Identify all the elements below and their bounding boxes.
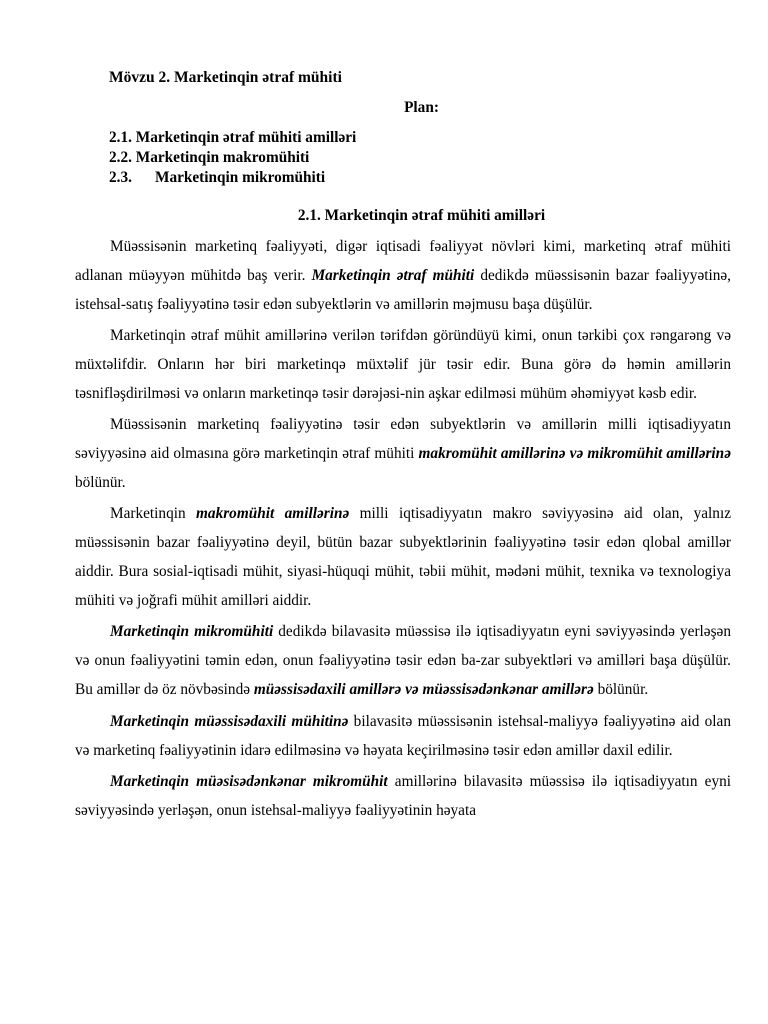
paragraph-6 — [75, 707, 731, 765]
plan-item — [109, 148, 356, 168]
text-run: milli iqtisadiyyatın makro səviyyəsinə aid olan, yalnız müəssisənin bazar fəaliyyətinə deyil, bütün bazar subyektlərinin fəaliyyətinə təsir edən qlobal amillər aiddir. Bura sosial-iqtisadi mühit, siyasi-hüquqi mühit, təbii mühit, mədəni mühit, texnika və texnologiya mühiti və joğrafi mühit amilləri aiddir. — [75, 505, 731, 609]
section-heading: 2.1. Marketinqin ətraf mühiti amilləri — [297, 207, 546, 224]
plan-item-title: Marketinqin mikromühiti — [155, 169, 326, 186]
topic-title: Mövzu 2. Marketinqin ətraf mühiti — [109, 69, 342, 86]
plan-item — [109, 128, 356, 148]
emphasis-term: Marketinqin mikromühiti — [110, 623, 274, 640]
text-run: Müəssisənin marketinq fəaliyyəti, digər iqtisadi fəaliyyət növləri kimi, marketinq ətraf mühiti adlanan müəyyən mühitdə baş verir. — [75, 238, 731, 284]
emphasis-term: Marketinqin ətraf mühiti — [311, 267, 475, 284]
emphasis-term: Marketinqin müəssisədaxili mühitinə — [110, 713, 349, 730]
text-run: Marketinqin ətraf mühit amillərinə verilən tərifdən göründüyü kimi, onun tərkibi çox rəngarəng və müxtəlifdir. Onların hər biri marketinqə müxtəlif jür təsir edir. Buna görə də həmin amillərin təsnifləşdirilməsi və onların marketinqə təsir dərəjəsi-nin aşkar edilməsi mühüm əhəmiyyət kəsb edir. — [75, 327, 731, 402]
paragraph-1 — [75, 232, 731, 319]
emphasis-term: Marketinqin müəsisədənkənar mikromühit — [110, 773, 388, 790]
plan-list — [109, 128, 356, 188]
emphasis-term: makromühit amillərinə və mikromühit amillərinə — [418, 445, 731, 462]
paragraph-5 — [75, 617, 731, 704]
plan-item-number: 2.2. — [109, 149, 132, 166]
text-run: amillərinə bilavasitə müəssisə ilə iqtisadiyyatın eyni səviyyəsində yerləşən, onun istehsal-maliyyə fəaliyyətinin həyata — [75, 773, 731, 819]
emphasis-term: makromühit amillərinə — [196, 505, 350, 522]
paragraph-4 — [75, 499, 731, 615]
plan-heading: Plan: — [404, 99, 439, 116]
plan-item-number: 2.3. — [109, 169, 132, 186]
body-text — [75, 232, 731, 827]
plan-item-number: 2.1. — [109, 129, 132, 146]
paragraph-3 — [75, 410, 731, 497]
paragraph-2 — [75, 321, 731, 408]
plan-item-title: Marketinqin makromühiti — [135, 149, 310, 166]
text-run: dedikdə müəssisənin bazar fəaliyyətinə, istehsal-satış fəaliyyətinə təsir edən subyektlərin və amillərin məjmusu başa düşülür. — [75, 267, 731, 313]
text-run: bölünür. — [75, 474, 126, 491]
text-run: Marketinqin — [110, 505, 197, 522]
text-run: dedikdə bilavasitə müəssisə ilə iqtisadiyyatın eyni səviyyəsində yerləşən və onun fəaliyyətini təmin edən, onun fəaliyyətinə təsir edən ba-zar subyektləri və amilləri başa düşülür. Bu amillər də öz növbəsində — [75, 623, 731, 698]
text-run: Müəssisənin marketinq fəaliyyətinə təsir edən subyektlərin və amillərin milli iqtisadiyyatın səviyyəsinə aid olmasına görə marketinqin ətraf mühiti — [75, 416, 731, 462]
plan-item — [109, 168, 356, 188]
plan-item-title: Marketinqin ətraf mühiti amilləri — [135, 129, 357, 146]
paragraph-7 — [75, 767, 731, 825]
text-run: bölünür. — [593, 681, 649, 698]
text-run: bilavasitə müəssisənin istehsal-maliyyə fəaliyyətinə aid olan və marketinq fəaliyyətinin idarə edilməsinə və həyata keçirilməsinə təsir edən amillər daxil edilir. — [75, 713, 731, 759]
emphasis-term: müəssisədaxili amillərə və müəssisədənkənar amillərə — [253, 681, 594, 698]
